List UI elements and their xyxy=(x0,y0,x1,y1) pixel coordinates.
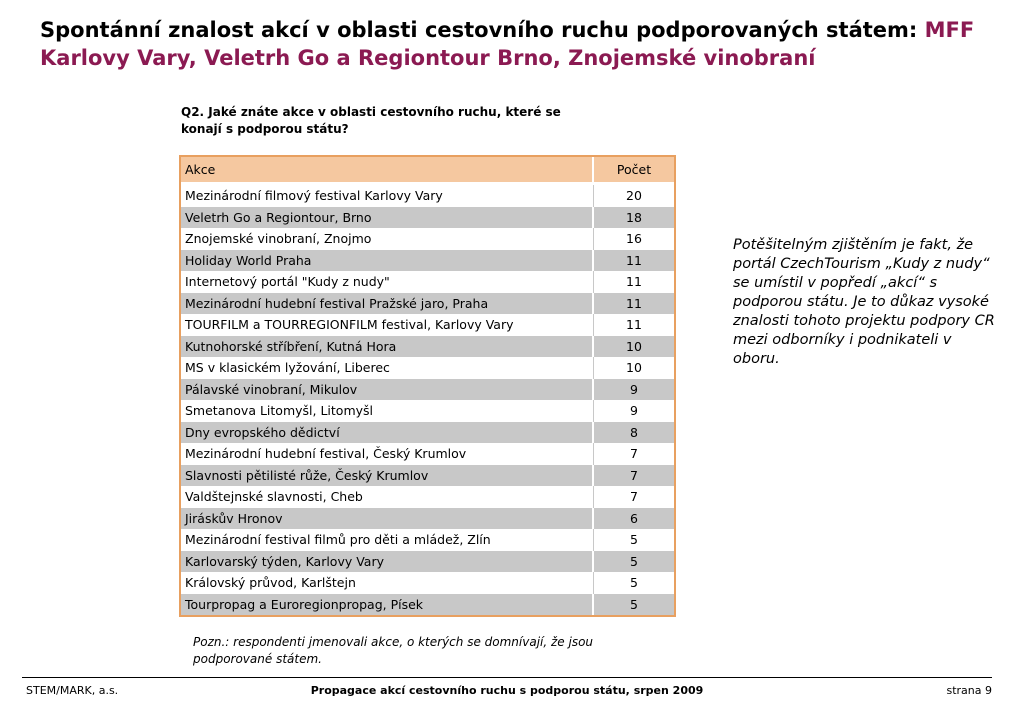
event-name: Tourpropag a Euroregionpropag, Písek xyxy=(185,596,424,612)
event-count: 7 xyxy=(593,443,674,465)
event-count: 20 xyxy=(593,185,674,207)
footer-title: Propagace akcí cestovního ruchu s podporou státu, srpen 2009 xyxy=(310,684,704,697)
event-count: 5 xyxy=(592,551,674,573)
event-count: 16 xyxy=(593,228,674,250)
title-accent: MFF Karlovy Vary, Veletrh Go a Regiontour Brno, Znojemské vinobraní xyxy=(40,18,975,70)
table-row xyxy=(181,400,674,422)
event-count: 11 xyxy=(593,271,674,293)
table-row xyxy=(181,336,674,358)
table-row xyxy=(181,314,674,336)
event-name: Internetový portál "Kudy z nudy" xyxy=(185,274,390,290)
event-name: Valdštejnské slavnosti, Cheb xyxy=(185,489,363,505)
event-name: Královský průvod, Karlštejn xyxy=(185,575,356,591)
event-name: Holiday World Praha xyxy=(185,252,312,268)
table-body xyxy=(181,185,674,615)
table-row xyxy=(181,486,674,508)
table-row xyxy=(181,228,674,250)
event-count: 5 xyxy=(592,594,674,616)
event-name: Mezinárodní festival filmů pro děti a mládež, Zlín xyxy=(185,532,491,548)
event-name: Smetanova Litomyšl, Litomyšl xyxy=(185,403,374,419)
event-count: 5 xyxy=(593,529,674,551)
event-name: Kutnohorské stříbření, Kutná Hora xyxy=(185,338,397,354)
footnote: Pozn.: respondenti jmenovali akce, o kterých se domnívají, že jsou podporované státem. xyxy=(193,635,594,666)
footer-page-number: strana 9 xyxy=(946,684,992,697)
event-name: Dny evropského dědictví xyxy=(185,424,340,440)
table-row xyxy=(181,250,674,272)
event-name: Znojemské vinobraní, Znojmo xyxy=(185,231,372,247)
event-count: 9 xyxy=(593,400,674,422)
header-name: Akce xyxy=(185,162,216,177)
event-name: TOURFILM a TOURREGIONFILM festival, Karlovy Vary xyxy=(185,317,514,333)
table-row xyxy=(181,508,674,530)
header-count: Počet xyxy=(592,157,674,182)
table-row xyxy=(181,551,674,573)
table-row xyxy=(181,572,674,594)
event-name: MS v klasickém lyžování, Liberec xyxy=(185,360,390,376)
table-row xyxy=(181,185,674,207)
event-count: 11 xyxy=(593,314,674,336)
commentary-text: Potěšitelným zjištěním je fakt, že portál CzechTourism „Kudy z nudy“ se umístil v popředí „akcí“ s podporou státu. Je to důkaz vysoké znalosti tohoto projektu podpory CR mezi odborníky i podnikateli v oboru. xyxy=(733,237,995,367)
event-count: 11 xyxy=(592,293,674,315)
event-name: Mezinárodní hudební festival, Český Krumlov xyxy=(185,446,467,462)
footer-company: STEM/MARK, a.s. xyxy=(26,684,119,697)
table-row xyxy=(181,594,674,616)
table-header xyxy=(181,157,674,185)
title-main: Spontánní znalost akcí v oblasti cestovního ruchu podporovaných státem: xyxy=(40,18,925,42)
event-count: 7 xyxy=(593,486,674,508)
table-row xyxy=(181,422,674,444)
table-row xyxy=(181,443,674,465)
event-name: Mezinárodní hudební festival Pražské jaro, Praha xyxy=(185,295,489,311)
event-name: Veletrh Go a Regiontour, Brno xyxy=(185,209,372,225)
table-row xyxy=(181,207,674,229)
footer-divider xyxy=(22,677,992,678)
page-title xyxy=(40,16,1000,72)
table-row xyxy=(181,465,674,487)
table-row xyxy=(181,357,674,379)
event-count: 9 xyxy=(592,379,674,401)
event-count: 10 xyxy=(592,336,674,358)
event-count: 6 xyxy=(592,508,674,530)
table-row xyxy=(181,293,674,315)
table-row xyxy=(181,529,674,551)
event-name: Karlovarský týden, Karlovy Vary xyxy=(185,553,385,569)
event-count: 11 xyxy=(592,250,674,272)
event-name: Slavnosti pětilisté růže, Český Krumlov xyxy=(185,467,429,483)
events-table xyxy=(179,155,676,617)
event-name: Pálavské vinobraní, Mikulov xyxy=(185,381,358,397)
event-count: 7 xyxy=(592,465,674,487)
event-count: 18 xyxy=(592,207,674,229)
question-text: Q2. Jaké znáte akce v oblasti cestovního ruchu, které se konají s podporou státu? xyxy=(181,105,561,136)
event-count: 10 xyxy=(593,357,674,379)
event-count: 5 xyxy=(593,572,674,594)
table-row xyxy=(181,271,674,293)
event-name: Mezinárodní filmový festival Karlovy Vary xyxy=(185,188,443,204)
event-name: Jiráskův Hronov xyxy=(185,510,283,526)
table-row xyxy=(181,379,674,401)
event-count: 8 xyxy=(592,422,674,444)
footer xyxy=(22,683,992,699)
